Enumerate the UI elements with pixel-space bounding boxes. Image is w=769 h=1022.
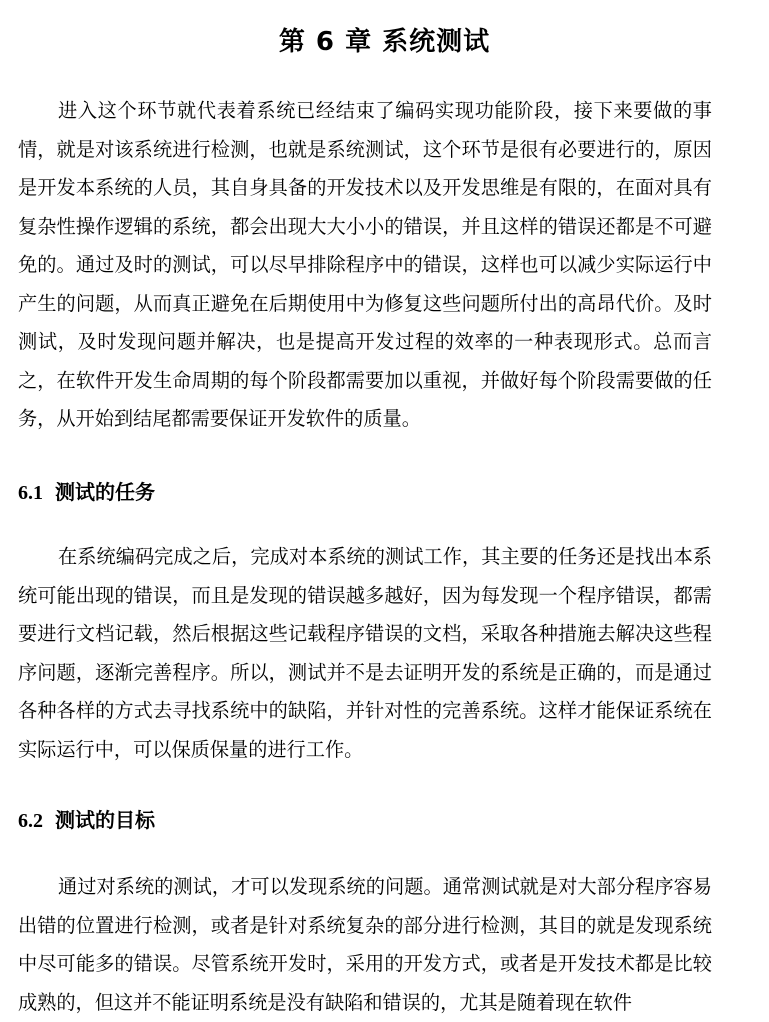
section-paragraph-6-1: 在系统编码完成之后，完成对本系统的测试工作，其主要的任务还是找出本系统可能出现的错误，而且是发现的错误越多越好，因为每发现一个程序错误，都需要进行文档记载，然后根据这些记载程序错误的文档，采取各种措施去解决这些程序问题，逐渐完善程序。所以，测试并不是去证明开发的系统是正确的，而是通过各种各样的方式去寻找系统中的缺陷，并针对性的完善系统。这样才能保证系统在实际运行中，可以保质保量的进行工作。: [18, 545, 712, 761]
section-title: 测试的任务: [55, 480, 155, 504]
chapter-title: 第 6 章 系统测试: [278, 27, 491, 57]
section-heading-6-2: [18, 805, 155, 836]
section-number: 6.1: [18, 482, 43, 504]
section-paragraph-6-2: 通过对系统的测试，才可以发现系统的问题。通常测试就是对大部分程序容易出错的位置进行检测，或者是针对系统复杂的部分进行检测，其目的就是发现系统中尽可能多的错误。尽管系统开发时，采用的开发方式，或者是开发技术都是比较成熟的，但这并不能证明系统是没有缺陷和错误的，尤其是随着现在软件: [18, 875, 712, 1014]
intro-paragraph: 进入这个环节就代表着系统已经结束了编码实现功能阶段，接下来要做的事情，就是对该系统进行检测，也就是系统测试，这个环节是很有必要进行的，原因是开发本系统的人员，其自身具备的开发技术以及开发思维是有限的，在面对具有复杂性操作逻辑的系统，都会出现大大小小的错误，并且这样的错误还都是不可避免的。通过及时的测试，可以尽早排除程序中的错误，这样也可以减少实际运行中产生的问题，从而真正避免在后期使用中为修复这些问题所付出的高昂代价。及时测试，及时发现问题并解决，也是提高开发过程的效率的一种表现形式。总而言之，在软件开发生命周期的每个阶段都需要加以重视，并做好每个阶段需要做的任务，从开始到结尾都需要保证开发软件的质量。: [18, 99, 712, 430]
section-number: 6.2: [18, 810, 43, 832]
section-title: 测试的目标: [55, 808, 155, 832]
section-heading-6-1: [18, 477, 155, 508]
